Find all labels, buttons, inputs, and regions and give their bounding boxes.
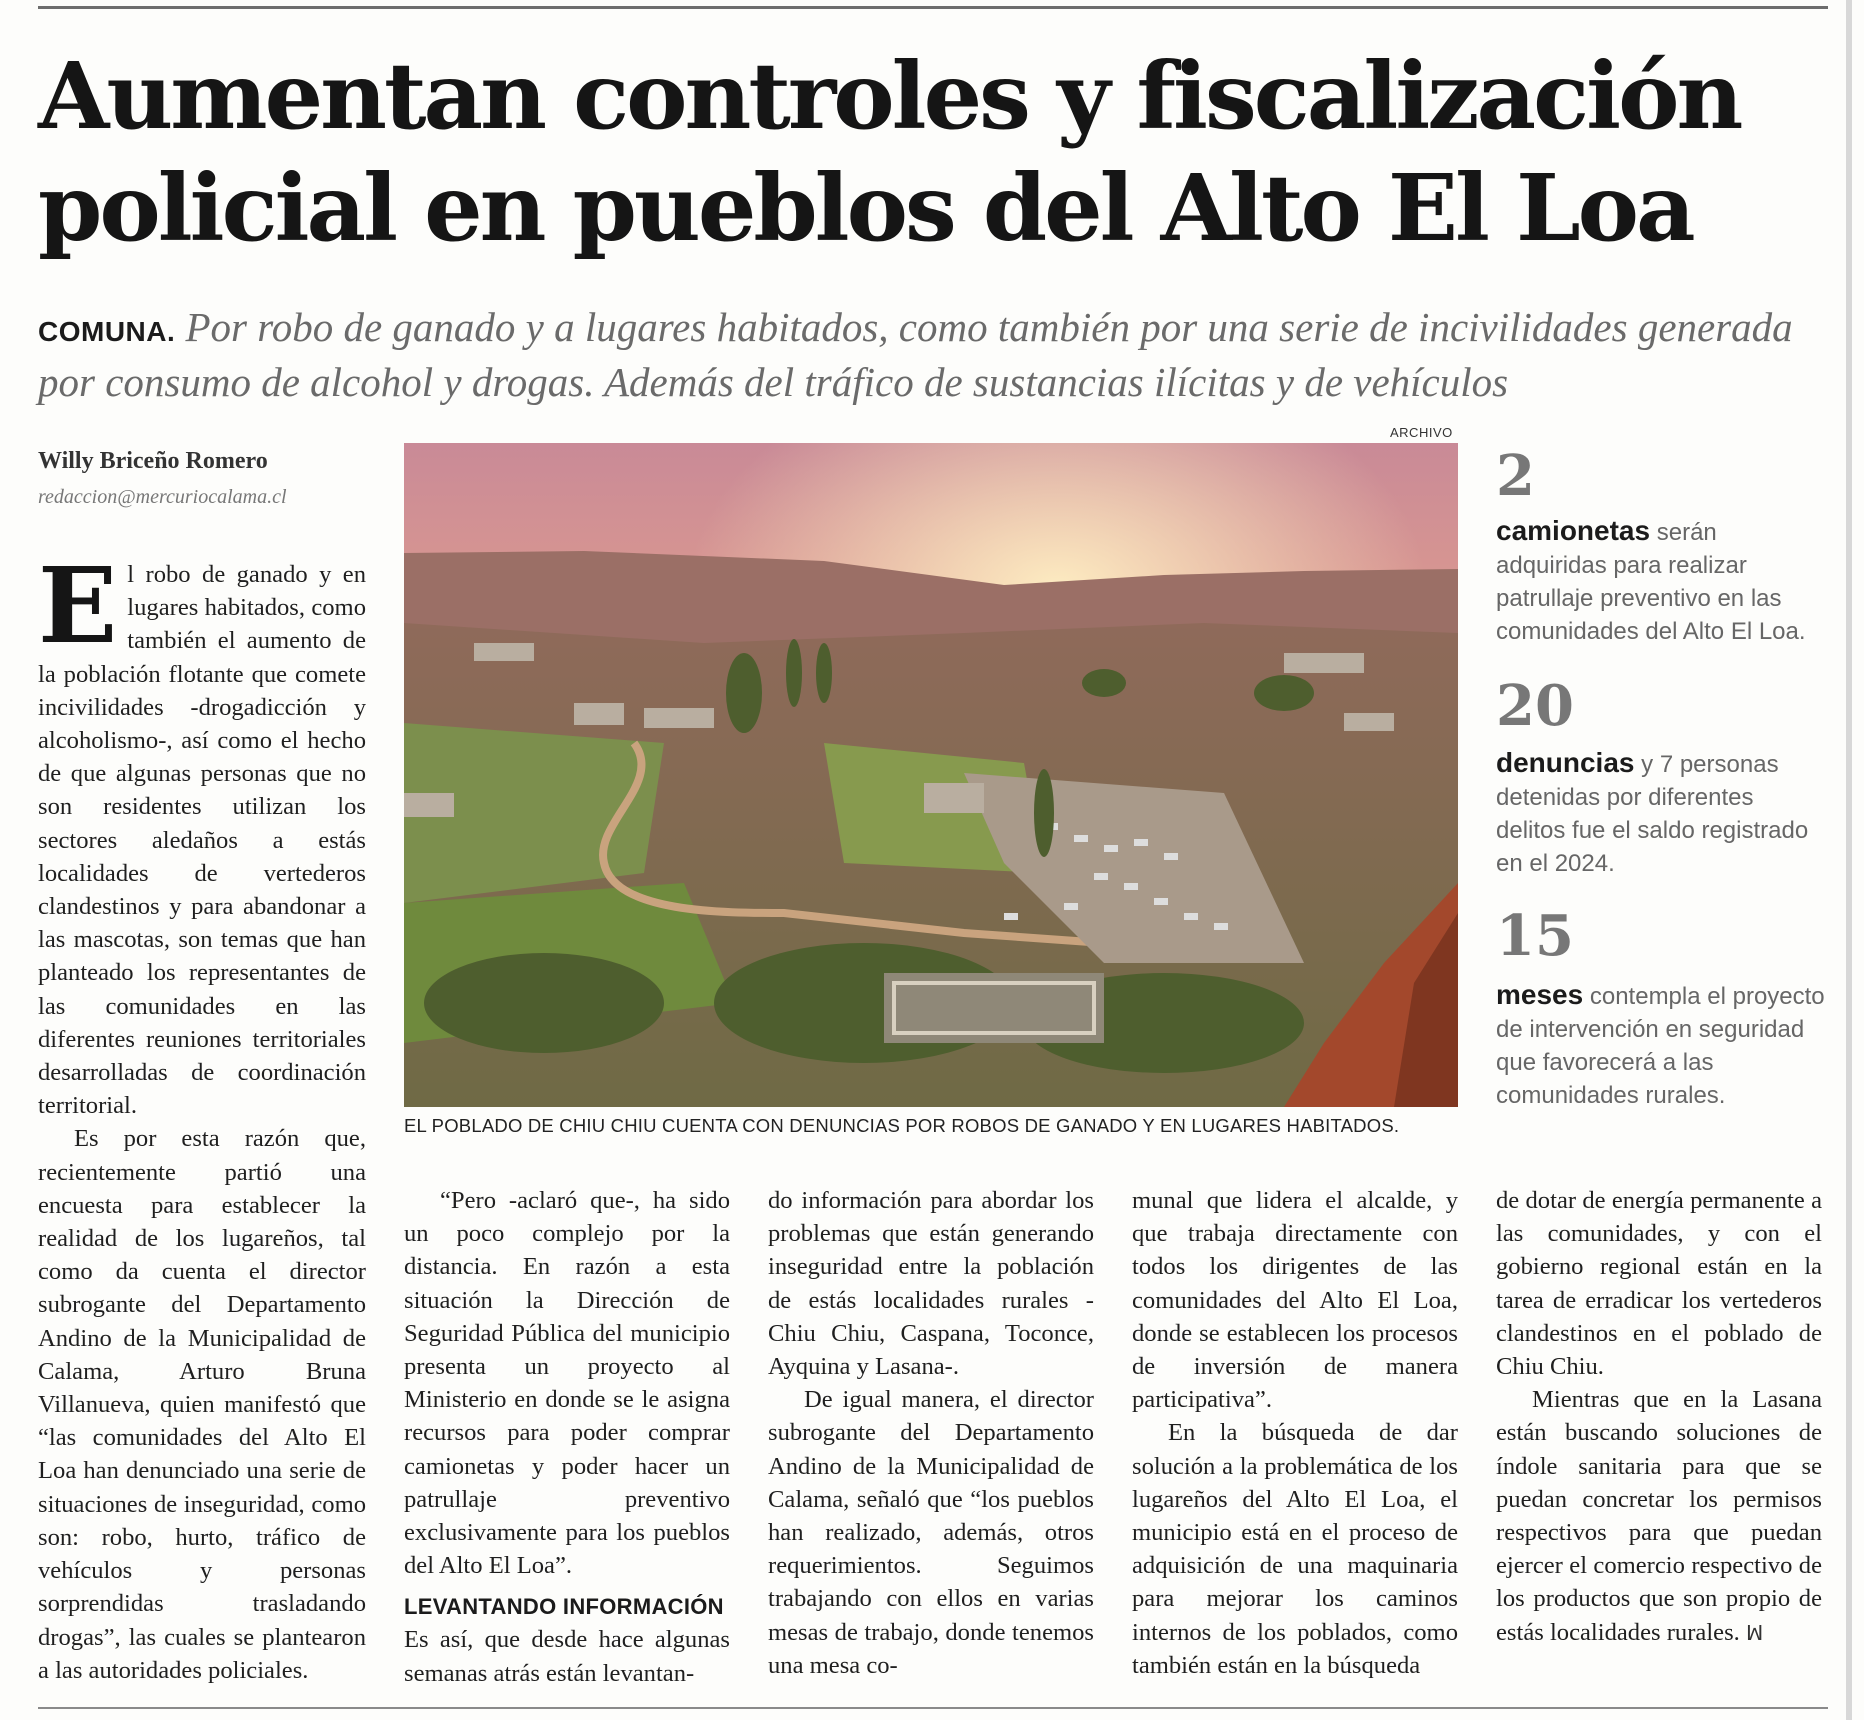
stat-number-2: 20 [1496,673,1574,739]
chiu-chiu-landscape-photo [404,443,1458,1107]
byline-author: Willy Briceño Romero [38,448,268,474]
headline-line-1: Aumentan controles y fiscalización [38,42,1741,150]
stat-text-1: camionetas serán adquiridas para realizar patrullaje preventivo en las comunidades del Alto El Loa. [1496,515,1806,645]
headline [38,40,1798,264]
section-kicker: COMUNA. [38,316,176,347]
article-photo [404,443,1458,1107]
end-of-article-mark: ꟽ [1745,1620,1764,1645]
stat-number-3: 15 [1496,903,1574,969]
article-paragraph: munal que lidera el alcalde, y que trabaja directamente con todos los dirigentes de las comunidades del Alto El Loa, donde se establecen los procesos de inversión de manera participativa”. [1132,1187,1458,1414]
stat-text-2: denuncias y 7 personas detenidas por diferentes delitos fue el saldo registrado en el 2024. [1496,747,1809,877]
article-paragraph: Mientras que en la Lasana están buscando soluciones de índole sanitaria para que se puedan concretar los permisos respectivos para que puedan ejercer el comercio respectivo de los productos que son propio de estás localidades rurales. ꟽ [1496,1386,1822,1646]
top-rule [38,6,1828,9]
stat-label-2: denuncias [1496,747,1635,778]
page-edge [1846,0,1852,1720]
headline-line-2: policial en pueblos del Alto El Loa [38,154,1693,262]
article-paragraph: do información para abordar los problemas que están generando inseguridad entre la población de estás localidades rurales -Chiu Chiu, Caspana, Toconce, Ayquina y Lasana-. [768,1187,1094,1381]
article-column-4 [1132,1184,1458,1682]
article-column-1 [38,544,366,1687]
photo-caption: EL POBLADO DE CHIU CHIU CUENTA CON DENUNCIAS POR ROBOS DE GANADO Y EN LUGARES HABITADOS. [404,1115,1400,1136]
subheadline [38,302,1818,408]
section-subheading: LEVANTANDO INFORMACIÓN [404,1594,724,1620]
deck-text: Por robo de ganado y a lugares habitados, como también por una serie de incivilidades generada por consumo de alcohol y drogas. Además del tráfico de sustancias ilícitas y de vehículos [38,304,1793,405]
stat-label-3: meses [1496,979,1584,1010]
article-paragraph: El robo de ganado y en lugares habitados, como también el aumento de la población flotante que comete incivilidades -drogadicción y alcoholismo-, así como el hecho de que algunas personas que no son residentes utilizan los sectores aledaños a estás localidades de vertederos clandestinos y para abandonar a las mascotas, son temas que han planteado los representantes de las comunidades en las diferentes reuniones territoriales desarrolladas de coordinación territorial. [38,544,366,1120]
article-paragraph: Es así, que desde hace algunas semanas atrás están levantan- [404,1626,730,1687]
bottom-rule [38,1707,1828,1709]
stat-number-1: 2 [1496,443,1535,509]
article-column-3 [768,1184,1094,1682]
article-paragraph: Es por esta razón que, recientemente partió una encuesta para establecer la realidad de los lugareños, tal como da cuenta el director subrogante del Departamento Andino de la Municipalidad de Calama, Arturo Bruna Villanueva, quien manifestó que “las comunidades del Alto El Loa han denunciado una serie de situaciones de inseguridad, como son: robo, hurto, tráfico de vehículos y personas sorprendidas trasladando drogas”, las cuales se plantearon a las autoridades policiales. [38,1125,366,1684]
article-column-2 [404,1184,730,1690]
byline-email: redaccion@mercuriocalama.cl [38,486,287,508]
drop-cap: E [38,544,118,667]
article-column-5 [1496,1184,1822,1650]
article-paragraph: “Pero -aclaró que-, ha sido un poco complejo por la distancia. En razón a esta situación la Dirección de Seguridad Pública del municipio presenta un proyecto al Ministerio en donde se le asigna recursos para poder comprar camionetas y poder hacer un patrullaje preventivo exclusivamente para los pueblos del Alto El Loa”. [404,1187,730,1580]
article-paragraph: De igual manera, el director subrogante del Departamento Andino de la Municipalidad de Calama, señaló que “los pueblos han realizado, además, otros requerimientos. Seguimos trabajando con ellos en varias mesas de trabajo, donde tenemos una mesa co- [768,1386,1094,1679]
article-paragraph: de dotar de energía permanente a las comunidades, y con el gobierno regional están en la tarea de erradicar los vertederos clandestinos en el poblado de Chiu Chiu. [1496,1187,1822,1381]
article-paragraph: En la búsqueda de dar solución a la problemática de los lugareños del Alto El Loa, el municipio está en el proceso de adquisición de una maquinaria para mejorar los caminos internos de los poblados, como también están en la búsqueda [1132,1419,1458,1679]
stat-label-1: camionetas [1496,515,1651,546]
stat-text-3: meses contempla el proyecto de intervención en seguridad que favorecerá a las comunidades rurales. [1496,979,1825,1109]
photo-credit: ARCHIVO [1390,425,1453,440]
